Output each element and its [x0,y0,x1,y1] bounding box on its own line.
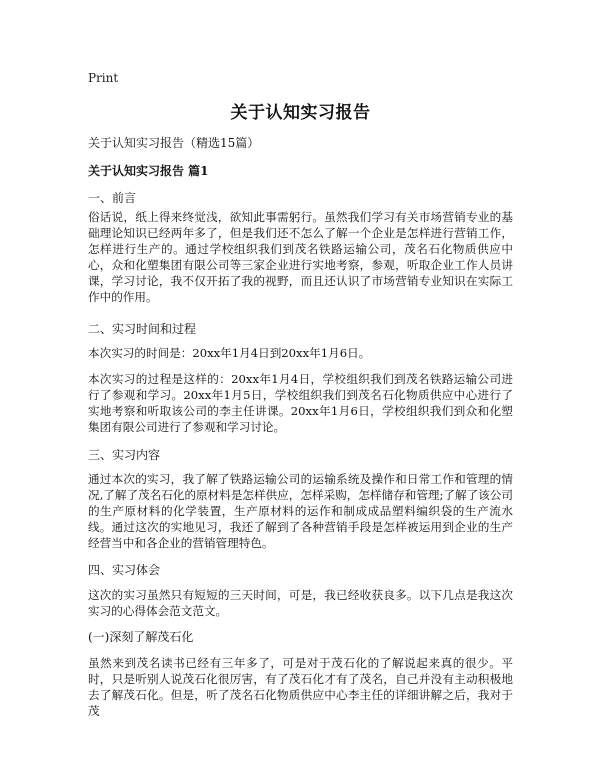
content-heading: 三、实习内容 [88,448,161,462]
experience-paragraph: 这次的实习虽然只有短短的三天时间，可是，我已经收获良多。以下几点是我这次实习的心得体会范文范文。 [88,588,513,618]
foreword-heading: 一、前言 [88,191,137,205]
content-paragraph: 通过本次的实习，我了解了铁路运输公司的运输系统及操作和日常工作和管理的情况,了解了茂名石化的原材料是怎样供应，怎样采购，怎样储存和管理;了解了该公司的生产原材料的化学装置，生产原材料的运作和制成成品塑料编织袋的生产流水线。通过这次的实地见习，我还了解到了各种营销手段是怎样被运用到企业的生产经营当中和各企业的营销管理特色。 [88,472,513,550]
document-subtitle: 关于认知实习报告（精选15篇） [88,136,260,150]
document-title: 关于认知实习报告 [230,103,371,123]
section-title: 关于认知实习报告 篇1 [88,164,209,178]
sub-heading: (一)深刻了解茂石化 [88,630,194,644]
experience-heading: 四、实习体会 [88,563,161,577]
time-paragraph: 本次实习的时间是：20xx年1月4日到20xx年1月6日。 [88,346,371,360]
foreword-paragraph: 俗话说，纸上得来终觉浅，欲知此事需躬行。虽然我们学习有关市场营销专业的基础理论知识已经两年多了，但是我们还不怎么了解一个企业是怎样进行营销工作，怎样进行生产的。通过学校组织我们到茂名铁路运输公司，茂名石化物质供应中心，众和化塑集团有限公司等三家企业进行实地考察，参观，听取企业工作人员讲课，学习讨论，我不仅开拓了我的视野，而且还认识了市场营销专业知识在实际工作中的作用。 [88,210,513,304]
sub-paragraph: 虽然来到茂名读书已经有三年多了，可是对于茂石化的了解说起来真的很少。平时，只是听别人说茂石化很厉害，有了茂石化才有了茂名，自己并没有主动积极地去了解茂石化。但是，听了茂名石化物质供应中心李主任的详细讲解之后，我对于茂 [88,656,513,718]
process-paragraph: 本次实习的过程是这样的：20xx年1月4日，学校组织我们到茂名铁路运输公司进行了参观和学习。20xx年1月5日，学校组织我们到茂名石化物质供应中心进行了实地考察和听取该公司的李主任讲课。20xx年1月6日，学校组织我们到众和化塑集团有限公司进行了参观和学习讨论。 [88,372,513,434]
time-process-heading: 二、实习时间和过程 [88,322,197,336]
print-label[interactable]: Print [88,71,119,85]
